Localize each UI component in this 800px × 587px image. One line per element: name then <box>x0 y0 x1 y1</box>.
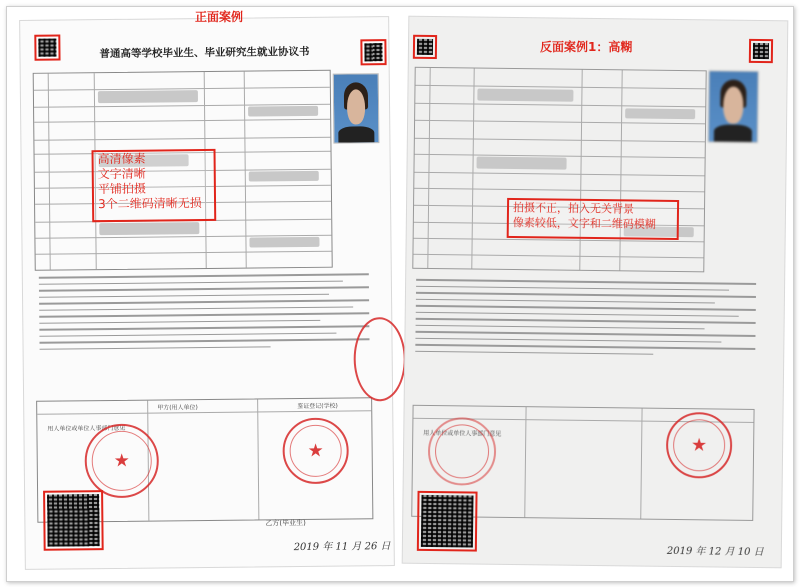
official-stamp-icon <box>353 317 406 402</box>
employer-section-label: 甲方(用人单位) <box>157 404 198 412</box>
qr-code-icon <box>413 35 437 59</box>
qr-code-icon <box>43 490 104 551</box>
employer-opinion-label: 用人单位或单位人事部门意见 <box>47 424 126 433</box>
bad-example-document <box>402 16 789 569</box>
qr-code-icon <box>360 39 386 65</box>
party-b-label: 乙方(毕业生) <box>265 518 306 528</box>
document-title: 普通高等学校毕业生、毕业研究生就业协议书 <box>99 45 310 61</box>
annotation-line: 高清像素 <box>97 151 146 167</box>
annotation-line: 平铺拍摄 <box>97 181 146 197</box>
annotation-line: 像素较低，文字和二维码模糊 <box>512 215 656 231</box>
signing-date: 2019 年 11 月 26 日 <box>293 541 391 554</box>
employer-opinion-label: 用人单位或单位人事部门意见 <box>423 429 502 438</box>
qr-code-icon <box>749 39 773 63</box>
qr-code-icon <box>34 35 60 61</box>
terms-text <box>415 279 756 361</box>
id-photo <box>333 73 380 143</box>
annotation-line: 文字清晰 <box>97 166 146 182</box>
school-section-label: 鉴证登记(学校) <box>297 402 338 411</box>
signing-date: 2019 年 12 月 10 日 <box>666 545 764 559</box>
bad-example-annotation <box>507 198 679 240</box>
official-stamp-icon: ★ <box>84 424 159 499</box>
official-stamp-icon: ★ <box>666 412 733 479</box>
good-example-caption: 正面案例 <box>195 10 244 24</box>
info-table <box>412 67 706 273</box>
terms-text <box>39 273 370 354</box>
bad-example-caption: 反面案例1：高糊 <box>540 40 633 54</box>
annotation-line: 拍摄不正，拍入无关背景 <box>512 200 635 216</box>
good-example-document <box>19 16 395 570</box>
annotation-line: 3个二维码清晰无损 <box>97 196 202 212</box>
id-photo <box>708 70 759 143</box>
good-example-annotation <box>91 149 216 222</box>
qr-code-icon <box>417 491 478 552</box>
official-stamp-icon: ★ <box>282 418 349 485</box>
